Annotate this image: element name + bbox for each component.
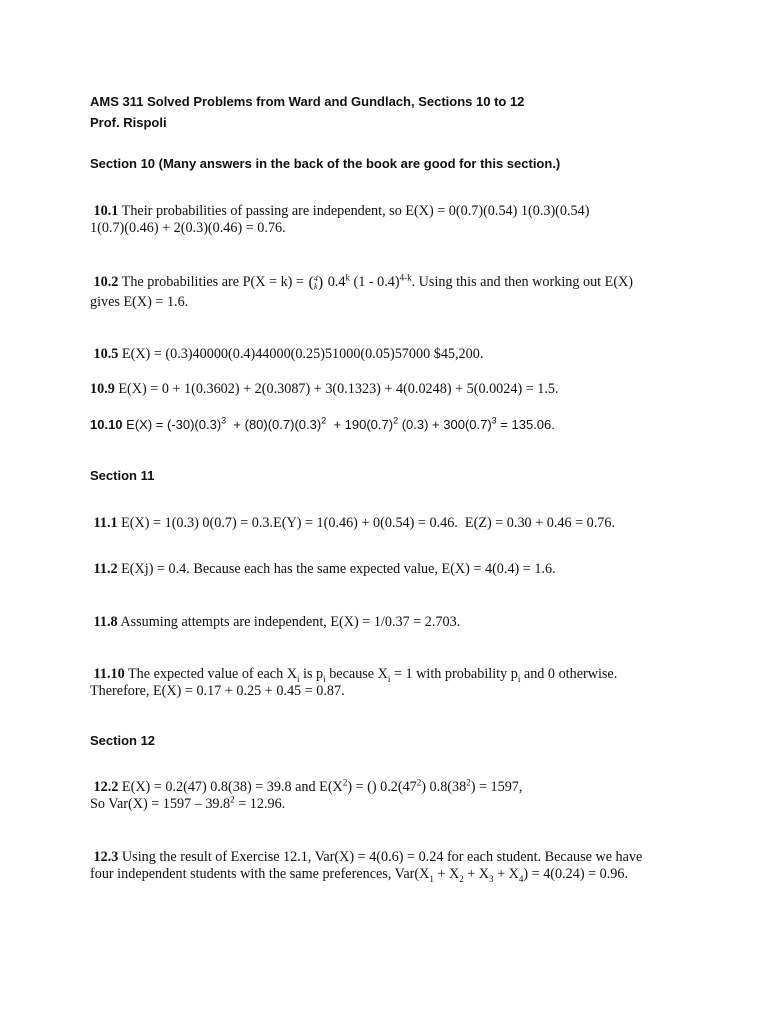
- problem-text: (1 - 0.4): [349, 274, 400, 290]
- exponent: 2: [393, 415, 399, 426]
- problem-text: Using the result of Exercise 12.1, Var(X) = 4(0.6) = 0.24 for each student. Because we have: [121, 849, 643, 865]
- problem-number: 10.10: [90, 417, 123, 432]
- document-author: Prof. Rispoli: [90, 115, 167, 130]
- exponent: 4-k: [399, 272, 412, 283]
- problem-text: E(X) = (-30)(0.3): [126, 417, 222, 432]
- problem-text-line2: + X: [463, 866, 490, 882]
- problem-number: 11.2: [93, 561, 118, 577]
- problem-text: Their probabilities of passing are independent, so E(X) = 0(0.7)(0.54) 1(0.3)(0.54): [121, 203, 590, 219]
- problem-text: . Using this and then working out E(X): [411, 274, 634, 290]
- problem-11-2: [90, 561, 690, 578]
- problem-number: 12.2: [93, 779, 119, 795]
- problem-number: 10.1: [93, 203, 119, 219]
- problem-number: 12.3: [93, 849, 119, 865]
- problem-text: 0.4: [324, 274, 346, 290]
- problem-10-10: [90, 417, 690, 432]
- problem-text: E(Xj) = 0.4. Because each has the same expected value, E(X) = 4(0.4) = 1.6.: [121, 561, 556, 577]
- problem-text-line2: So Var(X) = 1597 – 39.8: [90, 796, 231, 812]
- problem-text-line2: + X: [493, 866, 519, 882]
- problem-number: 10.9: [90, 381, 115, 397]
- problem-text: and 0 otherwise.: [520, 666, 618, 682]
- problem-10-5: [90, 346, 690, 363]
- problem-text: E(X) = 1(0.3) 0(0.7) = 0.3.E(Y) = 1(0.46) + 0(0.54) = 0.46. E(Z) = 0.30 + 0.46 = 0.76.: [121, 515, 616, 531]
- problem-text: E(X) = (0.3)40000(0.4)44000(0.25)51000(0.05)57000 $45,200.: [121, 346, 484, 362]
- section-10-heading: Section 10 (Many answers in the back of the book are good for this section.): [90, 156, 561, 171]
- problem-text-line2: four independent students with the same preferences, Var(X: [90, 866, 430, 882]
- problem-text: E(X) = 0 + 1(0.3602) + 2(0.3087) + 3(0.1323) + 4(0.0248) + 5(0.0024) = 1.5.: [118, 381, 559, 397]
- subscript: i: [387, 673, 391, 684]
- subscript: 2: [459, 873, 464, 884]
- problem-text: = 1 with probability p: [390, 666, 518, 682]
- exponent: 2: [416, 777, 422, 788]
- problem-number: 10.5: [93, 346, 119, 362]
- exponent: 2: [466, 777, 471, 788]
- problem-text: ) 0.8(38: [421, 779, 467, 795]
- binom-top: 4: [313, 273, 318, 283]
- problem-10-9: [90, 381, 690, 398]
- problem-text-line2: ) = 4(0.24) = 0.96.: [523, 866, 629, 882]
- problem-text-line2: 1(0.7)(0.46) + 2(0.3)(0.46) = 0.76.: [90, 220, 286, 236]
- problem-10-2: [90, 274, 690, 311]
- problem-text: The expected value of each X: [127, 666, 297, 682]
- problem-text: ) = 1597,: [470, 779, 523, 795]
- exponent: 2: [342, 777, 348, 788]
- problem-text-line2: = 12.96.: [234, 796, 286, 812]
- problem-text: E(X) = 0.2(47) 0.8(38) = 39.8 and E(X: [121, 779, 343, 795]
- problem-text: + (80)(0.7)(0.3): [226, 417, 322, 432]
- problem-text-line2: + X: [433, 866, 460, 882]
- subscript: i: [517, 673, 521, 684]
- subscript: i: [296, 673, 300, 684]
- problem-11-8: [90, 614, 690, 631]
- problem-text: = 135.06.: [496, 417, 555, 432]
- exponent: 2: [321, 415, 327, 426]
- problem-text-line2: Therefore, E(X) = 0.17 + 0.25 + 0.45 = 0.87.: [90, 683, 345, 699]
- subscript: 3: [489, 873, 494, 884]
- problem-10-1: [90, 203, 690, 237]
- subscript: 4: [518, 873, 524, 884]
- problem-text: The probabilities are P(X = k) =: [121, 274, 308, 290]
- problem-text: because X: [325, 666, 388, 682]
- section-12-heading: Section 12: [90, 733, 156, 748]
- problem-12-2: [90, 779, 690, 813]
- document-title: AMS 311 Solved Problems from Ward and Gundlach, Sections 10 to 12: [90, 94, 525, 109]
- problem-number: 11.8: [93, 614, 118, 630]
- problem-text: Assuming attempts are independent, E(X) = 1/0.37 = 2.703.: [120, 614, 461, 630]
- problem-number: 11.10: [93, 666, 125, 682]
- exponent: 3: [221, 415, 227, 426]
- binom-bottom: k: [314, 281, 318, 291]
- problem-12-3: [90, 849, 690, 883]
- section-11-heading: Section 11: [90, 468, 155, 483]
- problem-text: ) = () 0.2(47: [347, 779, 417, 795]
- problem-number: 11.1: [93, 515, 118, 531]
- problem-text: (0.3) + 300(0.7): [398, 417, 492, 432]
- problem-number: 10.2: [93, 274, 119, 290]
- problem-11-10: [90, 666, 690, 700]
- problem-text: + 190(0.7): [326, 417, 394, 432]
- subscript: 1: [429, 873, 434, 884]
- problem-11-1: [90, 515, 690, 532]
- exponent: 3: [491, 415, 497, 426]
- binomial-coefficient: (4 k): [308, 273, 324, 291]
- exponent: 2: [230, 794, 235, 805]
- subscript: i: [323, 673, 326, 684]
- problem-text-line2: gives E(X) = 1.6.: [90, 294, 189, 310]
- problem-text: is p: [299, 666, 324, 682]
- exponent: k: [345, 272, 350, 283]
